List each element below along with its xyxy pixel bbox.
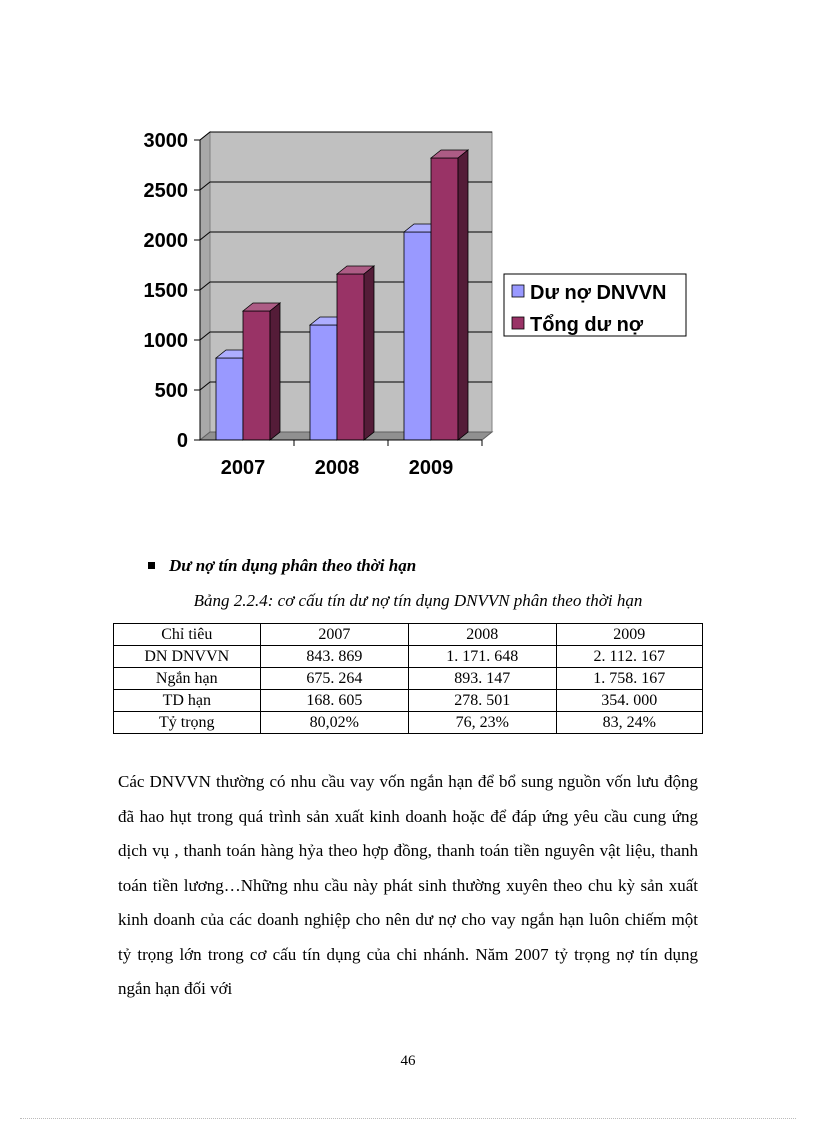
bar-side (364, 266, 374, 440)
table-cell: 893. 147 (409, 668, 556, 690)
table-header-cell: 2007 (260, 624, 409, 646)
table-cell: DN DNVVN (114, 646, 261, 668)
table-cell: 1. 171. 648 (409, 646, 556, 668)
bar-front (216, 358, 243, 440)
bar-chart (120, 118, 700, 490)
legend-label-0: Dư nợ DNVVN (530, 282, 667, 304)
x-category-label: 2009 (408, 457, 454, 479)
table-header-row (114, 624, 703, 646)
table-row (114, 646, 703, 668)
table-cell: 1. 758. 167 (556, 668, 702, 690)
bar-2008-1 (337, 266, 374, 440)
table-caption: Bảng 2.2.4: cơ cấu tín dư nợ tín dụng DNVVN phân theo thời hạn (193, 591, 643, 610)
y-tick-label: 1500 (143, 280, 188, 302)
y-tick-label: 0 (176, 430, 188, 452)
table-cell: 278. 501 (409, 690, 556, 712)
table-cell: 675. 264 (260, 668, 409, 690)
credit-structure-table (113, 623, 703, 734)
legend-swatch-0 (512, 285, 524, 297)
y-tick-label: 500 (154, 380, 188, 402)
table-header-cell: 2009 (556, 624, 702, 646)
page-number: 46 (400, 1053, 416, 1069)
bullet-icon (148, 562, 155, 569)
x-axis-categories (221, 440, 482, 479)
table-cell: 2. 112. 167 (556, 646, 702, 668)
y-tick-label: 1000 (143, 330, 188, 352)
y-tick-label: 2000 (143, 230, 188, 252)
bar-front (431, 158, 458, 440)
table-cell: Tỷ trọng (114, 712, 261, 734)
table-header-cell: 2008 (409, 624, 556, 646)
y-tick-label: 2500 (143, 180, 188, 202)
table-row (114, 712, 703, 734)
bar-side (458, 150, 468, 440)
bar-2007-1 (243, 303, 280, 440)
bar-front (243, 311, 270, 440)
bar-front (337, 274, 364, 440)
bar-side (270, 303, 280, 440)
chart-legend (504, 274, 686, 336)
table-cell: TD hạn (114, 690, 261, 712)
legend-label-1: Tổng dư nợ (530, 314, 644, 336)
page-border-dots (20, 1118, 796, 1119)
table-row (114, 668, 703, 690)
bar-2009-1 (431, 150, 468, 440)
section-heading-text: Dư nợ tín dụng phân theo thời hạn (169, 556, 417, 575)
table-cell: Ngắn hạn (114, 668, 261, 690)
y-tick-label: 3000 (143, 130, 188, 152)
table-cell: 80,02% (260, 712, 409, 734)
x-category-label: 2008 (314, 457, 360, 479)
paragraph-text: Các DNVVN thường có nhu cầu vay vốn ngắn hạn để bổ sung nguồn vốn lưu động đã hao hụt trong quá trình sản xuất kinh doanh hoặc để đáp ứng yêu cầu cung ứng dịch vụ , thanh toán hàng hỷa theo hợp đồng, thanh toán tiền nguyên vật liệu, thanh toán tiền lương…Những nhu cầu này phát sinh thường xuyên theo chu kỳ sản xuất kinh doanh của các doanh nghiệp cho nên dư nợ cho vay ngắn hạn luôn chiếm một tỷ trọng lớn trong cơ cấu tín dụng của chi nhánh. Năm 2007 tỷ trọng nợ tín dụng ngắn hạn đối với (118, 772, 698, 998)
legend-swatch-1 (512, 317, 524, 329)
table-cell: 83, 24% (556, 712, 702, 734)
table-cell: 168. 605 (260, 690, 409, 712)
body-paragraph (118, 765, 698, 1007)
x-category-label: 2007 (220, 457, 266, 479)
table-cell: 76, 23% (409, 712, 556, 734)
table-cell: 354. 000 (556, 690, 702, 712)
section-heading (148, 556, 416, 576)
table-row (114, 690, 703, 712)
table-cell: 843. 869 (260, 646, 409, 668)
bar-front (310, 325, 337, 440)
table-header-cell: Chỉ tiêu (114, 624, 261, 646)
bar-front (404, 232, 431, 440)
